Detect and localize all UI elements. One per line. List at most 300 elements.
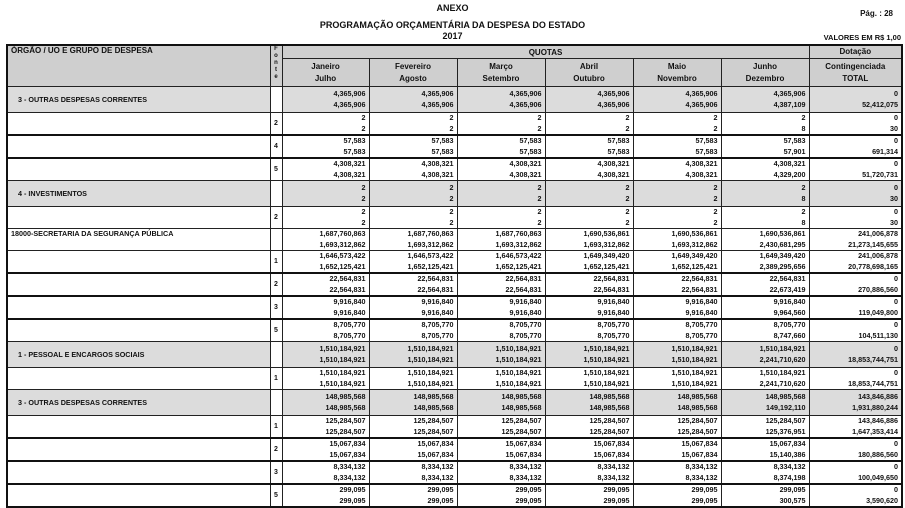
quota-cell [721,251,809,274]
quota-cell [721,158,809,181]
table-row [7,207,902,229]
fonte-letter: F [274,46,278,52]
quota-cell [545,113,633,136]
quota-cell [545,342,633,368]
value-first-semester: 8,334,132 [597,462,630,471]
quota-cell [633,416,721,439]
report-year: 2017 [442,31,463,41]
value-second-semester: 2 [449,123,454,133]
quota-cell [282,181,369,207]
value-second-semester: 9,916,840 [421,307,454,317]
row-label: 4 - INVESTIMENTOS [7,181,270,207]
table-row [7,296,902,319]
value-first-semester: 1,510,184,921 [407,368,454,377]
quota-cell [633,251,721,274]
value-first-semester: 57,583 [695,136,718,145]
value-second-semester: 148,985,568 [325,402,366,412]
value-second-semester: 180,886,560 [858,449,899,459]
value-second-semester: 15,067,834 [593,449,630,459]
value-first-semester: 299,095 [691,485,718,494]
quota-cell [369,158,457,181]
value-second-semester: 2 [449,193,454,203]
value-second-semester: 18,853,744,751 [848,354,899,364]
value-second-semester: 1,510,184,921 [583,354,630,364]
fonte-cell: 1 [270,416,282,439]
row-label-empty [7,251,270,274]
value-second-semester: 15,140,386 [769,449,806,459]
value-first-semester: 1,646,573,422 [407,251,454,260]
quota-cell [369,273,457,296]
value-second-semester: 8,334,132 [509,472,542,482]
value-second-semester: 2 [537,217,542,227]
table-row [7,158,902,181]
value-second-semester: 125,284,507 [413,426,454,436]
value-first-semester: 4,308,321 [509,159,542,168]
value-second-semester: 18,853,744,751 [848,378,899,388]
quota-cell [457,484,545,507]
value-first-semester: 148,985,568 [325,392,366,401]
value-first-semester: 4,365,906 [773,89,806,98]
quota-cell [369,251,457,274]
quota-cell [457,181,545,207]
quota-cell [369,135,457,158]
value-second-semester: 125,284,507 [501,426,542,436]
value-first-semester: 1,510,184,921 [407,344,454,353]
value-first-semester: 4,308,321 [685,159,718,168]
row-label-empty [7,273,270,296]
value-second-semester: 30 [890,217,899,227]
quota-cell [369,229,457,251]
value-second-semester: 8,374,198 [773,472,806,482]
value-first-semester: 8,705,770 [773,320,806,329]
value-first-semester: 1,510,184,921 [671,344,718,353]
value-first-semester: 22,564,831 [505,274,542,283]
value-first-semester: 1,690,536,861 [759,229,806,238]
quota-cell [282,273,369,296]
quota-cell [721,87,809,113]
quota-cell [457,273,545,296]
quota-cell [633,207,721,229]
value-first-semester: 125,284,507 [325,416,366,425]
quota-cell [282,461,369,484]
value-second-semester: 4,365,906 [333,99,366,109]
value-first-semester: 15,067,834 [593,439,630,448]
value-second-semester: 2,241,710,620 [759,354,806,364]
row-label-empty [7,158,270,181]
quota-cell [633,135,721,158]
quota-cell [457,342,545,368]
row-label-empty [7,296,270,319]
quota-cell [282,416,369,439]
value-first-semester: 2 [361,207,366,216]
value-first-semester: 1,510,184,921 [583,344,630,353]
quota-cell [633,181,721,207]
value-second-semester: 9,964,560 [773,307,806,317]
value-first-semester: 57,583 [519,136,542,145]
value-second-semester: 4,308,321 [597,169,630,179]
quota-cell [457,251,545,274]
value-first-semester: 241,006,878 [858,251,899,260]
value-first-semester: 148,985,568 [413,392,454,401]
value-second-semester: 22,564,831 [329,284,366,294]
value-first-semester: 2 [801,207,806,216]
quota-cell [369,416,457,439]
value-second-semester: 2 [625,123,630,133]
value-first-semester: 1,687,760,863 [495,229,542,238]
value-first-semester: 15,067,834 [769,439,806,448]
value-first-semester: 143,846,886 [858,416,899,425]
value-second-semester: 125,284,507 [677,426,718,436]
quota-cell [545,484,633,507]
table-row [7,113,902,136]
value-second-semester: 3,590,620 [866,495,899,505]
value-second-semester: 1,693,312,862 [583,239,630,249]
value-second-semester: 57,901 [783,146,806,156]
quota-cell [721,342,809,368]
value-first-semester: 2 [537,113,542,122]
quota-cell [369,484,457,507]
value-second-semester: 1,647,353,414 [852,426,899,436]
fonte-cell: 2 [270,438,282,461]
value-first-semester: 0 [894,274,899,283]
quota-cell [721,296,809,319]
value-first-semester: 148,985,568 [765,392,806,401]
quota-cell [633,296,721,319]
value-second-semester: 1,693,312,862 [495,239,542,249]
value-first-semester: 1,510,184,921 [671,368,718,377]
quota-cell [545,319,633,342]
value-second-semester: 1,510,184,921 [407,378,454,388]
row-label-empty [7,207,270,229]
column-header-fonte [270,45,282,87]
value-second-semester: 4,308,321 [685,169,718,179]
quota-cell [633,229,721,251]
quota-cell [633,158,721,181]
quota-cell [633,461,721,484]
quota-cell [633,273,721,296]
total-cell [809,229,902,251]
table-row [7,416,902,439]
quota-cell [282,342,369,368]
row-label-empty [7,461,270,484]
quota-cell [457,158,545,181]
fonte-cell: 2 [270,113,282,136]
value-first-semester: 2 [713,113,718,122]
value-first-semester: 8,334,132 [333,462,366,471]
report-title: PROGRAMAÇÃO ORÇAMENTÁRIA DA DESPESA DO ESTADO [319,20,586,30]
value-second-semester: 148,985,568 [501,402,542,412]
column-header-total: Contingenciada TOTAL [809,59,902,87]
total-cell [809,390,902,416]
quota-cell [457,113,545,136]
value-first-semester: 15,067,834 [505,439,542,448]
value-first-semester: 0 [894,368,899,377]
value-second-semester: 9,916,840 [685,307,718,317]
value-second-semester: 299,095 [515,495,542,505]
quota-cell [721,229,809,251]
budget-table [6,44,903,508]
quota-cell [282,251,369,274]
value-first-semester: 143,846,886 [858,392,899,401]
value-first-semester: 8,705,770 [509,320,542,329]
column-header-jan-jul: Janeiro Julho [282,59,369,87]
quota-cell [369,181,457,207]
quota-cell [282,207,369,229]
value-second-semester: 57,583 [607,146,630,156]
quota-cell [721,113,809,136]
value-first-semester: 0 [894,183,899,192]
value-first-semester: 0 [894,297,899,306]
value-second-semester: 22,564,831 [417,284,454,294]
value-second-semester: 9,916,840 [333,307,366,317]
value-first-semester: 8,334,132 [509,462,542,471]
value-second-semester: 104,511,130 [858,330,899,340]
table-row [7,368,902,390]
quota-cell [545,158,633,181]
value-first-semester: 1,690,536,861 [671,229,718,238]
value-first-semester: 22,564,831 [769,274,806,283]
quota-cell [457,368,545,390]
quota-cell [369,296,457,319]
value-first-semester: 2 [537,207,542,216]
quota-cell [457,229,545,251]
quota-cell [545,438,633,461]
fonte-cell [270,181,282,207]
value-second-semester: 4,308,321 [421,169,454,179]
value-first-semester: 0 [894,113,899,122]
table-row [7,273,902,296]
value-second-semester: 299,095 [603,495,630,505]
row-label-empty [7,113,270,136]
quota-cell [457,390,545,416]
value-second-semester: 4,387,109 [773,99,806,109]
table-row [7,438,902,461]
quota-cell [721,416,809,439]
row-label-empty [7,416,270,439]
value-second-semester: 1,510,184,921 [319,354,366,364]
value-second-semester: 1,652,125,421 [407,261,454,271]
quota-cell [633,368,721,390]
group-row [7,87,902,113]
total-cell [809,207,902,229]
fonte-cell: 5 [270,319,282,342]
value-second-semester: 148,985,568 [413,402,454,412]
table-row [7,135,902,158]
value-second-semester: 15,067,834 [329,449,366,459]
row-label-empty [7,319,270,342]
quota-cell [545,207,633,229]
value-second-semester: 22,564,831 [681,284,718,294]
value-first-semester: 1,687,760,863 [319,229,366,238]
total-cell [809,296,902,319]
quota-cell [282,87,369,113]
currency-note: VALORES EM R$ 1,00 [823,33,901,42]
value-first-semester: 299,095 [339,485,366,494]
value-second-semester: 691,314 [872,146,899,156]
fonte-cell: 3 [270,296,282,319]
value-second-semester: 4,365,906 [597,99,630,109]
quota-cell [633,438,721,461]
value-second-semester: 9,916,840 [509,307,542,317]
value-second-semester: 8 [801,193,806,203]
value-first-semester: 241,006,878 [858,229,899,238]
column-header-may-nov: Maio Novembro [633,59,721,87]
value-first-semester: 57,583 [607,136,630,145]
fonte-letter: o [274,53,278,59]
quota-cell [545,135,633,158]
value-second-semester: 4,365,906 [685,99,718,109]
quota-cell [457,207,545,229]
value-second-semester: 100,049,650 [858,472,899,482]
group-row [7,390,902,416]
value-second-semester: 22,564,831 [593,284,630,294]
value-second-semester: 20,778,698,165 [848,261,899,271]
value-first-semester: 22,564,831 [593,274,630,283]
value-first-semester: 1,510,184,921 [495,368,542,377]
table-row [7,251,902,274]
value-second-semester: 2 [713,217,718,227]
value-first-semester: 2 [625,113,630,122]
column-header-mar-sep: Março Setembro [457,59,545,87]
value-first-semester: 2 [361,113,366,122]
value-first-semester: 4,365,906 [509,89,542,98]
fonte-cell: 4 [270,135,282,158]
value-first-semester: 2 [713,183,718,192]
value-first-semester: 8,334,132 [685,462,718,471]
group-row [7,342,902,368]
value-second-semester: 2,430,681,295 [759,239,806,249]
column-header-quotas: QUOTAS [282,45,809,59]
value-first-semester: 4,365,906 [597,89,630,98]
value-second-semester: 8 [801,217,806,227]
total-cell [809,319,902,342]
value-first-semester: 148,985,568 [677,392,718,401]
value-second-semester: 2,389,295,656 [759,261,806,271]
quota-cell [545,251,633,274]
total-cell [809,135,902,158]
value-second-semester: 1,693,312,862 [671,239,718,249]
value-first-semester: 1,510,184,921 [759,344,806,353]
fonte-letter: n [274,60,278,66]
value-second-semester: 1,510,184,921 [671,378,718,388]
quota-cell [457,296,545,319]
quota-cell [721,207,809,229]
value-first-semester: 8,705,770 [421,320,454,329]
row-label: 18000-SECRETARIA DA SEGURANÇA PÚBLICA [7,229,270,251]
value-first-semester: 0 [894,462,899,471]
quota-cell [633,319,721,342]
value-first-semester: 9,916,840 [333,297,366,306]
quota-cell [369,342,457,368]
value-second-semester: 4,365,906 [421,99,454,109]
value-second-semester: 2 [361,217,366,227]
value-first-semester: 2 [449,207,454,216]
value-first-semester: 57,583 [783,136,806,145]
total-cell [809,181,902,207]
value-first-semester: 0 [894,159,899,168]
value-second-semester: 30 [890,193,899,203]
total-cell [809,438,902,461]
row-label: 3 - OUTRAS DESPESAS CORRENTES [7,390,270,416]
value-first-semester: 15,067,834 [417,439,454,448]
value-second-semester: 4,308,321 [333,169,366,179]
total-cell [809,368,902,390]
value-first-semester: 9,916,840 [773,297,806,306]
value-second-semester: 1,652,125,421 [319,261,366,271]
quota-cell [457,416,545,439]
quota-cell [282,296,369,319]
value-second-semester: 1,510,184,921 [495,354,542,364]
quota-cell [545,368,633,390]
value-first-semester: 15,067,834 [329,439,366,448]
column-header-dotacao: Dotação [809,45,902,59]
total-cell [809,251,902,274]
fonte-letter: e [274,74,278,80]
value-first-semester: 125,284,507 [677,416,718,425]
fonte-letter: t [275,67,277,73]
value-first-semester: 2 [449,183,454,192]
value-second-semester: 2 [625,193,630,203]
table-row [7,319,902,342]
value-first-semester: 4,308,321 [597,159,630,168]
value-first-semester: 1,646,573,422 [495,251,542,260]
value-second-semester: 149,192,110 [765,402,806,412]
value-second-semester: 1,510,184,921 [583,378,630,388]
fonte-cell: 5 [270,484,282,507]
quota-cell [721,368,809,390]
value-first-semester: 148,985,568 [589,392,630,401]
quota-cell [545,416,633,439]
value-second-semester: 8,705,770 [421,330,454,340]
annex-title: ANEXO [436,3,469,13]
value-second-semester: 8,747,660 [773,330,806,340]
value-first-semester: 1,510,184,921 [319,344,366,353]
value-second-semester: 52,412,075 [862,99,899,109]
quota-cell [369,368,457,390]
value-first-semester: 4,365,906 [333,89,366,98]
quota-cell [545,296,633,319]
value-first-semester: 0 [894,207,899,216]
value-first-semester: 4,365,906 [421,89,454,98]
value-first-semester: 22,564,831 [329,274,366,283]
quota-cell [457,438,545,461]
quota-cell [721,461,809,484]
value-first-semester: 1,510,184,921 [759,368,806,377]
value-second-semester: 8,334,132 [597,472,630,482]
value-first-semester: 22,564,831 [417,274,454,283]
fonte-cell [270,229,282,251]
value-first-semester: 299,095 [603,485,630,494]
fonte-cell [270,342,282,368]
value-first-semester: 0 [894,320,899,329]
value-second-semester: 15,067,834 [681,449,718,459]
fonte-cell [270,390,282,416]
value-first-semester: 1,510,184,921 [495,344,542,353]
total-cell [809,273,902,296]
quota-cell [633,87,721,113]
value-second-semester: 8,334,132 [685,472,718,482]
total-cell [809,461,902,484]
value-second-semester: 51,720,731 [862,169,899,179]
value-second-semester: 4,365,906 [509,99,542,109]
value-second-semester: 1,510,184,921 [319,378,366,388]
total-cell [809,87,902,113]
fonte-cell: 5 [270,158,282,181]
value-first-semester: 125,284,507 [589,416,630,425]
quota-cell [721,273,809,296]
value-first-semester: 125,284,507 [765,416,806,425]
quota-cell [457,319,545,342]
